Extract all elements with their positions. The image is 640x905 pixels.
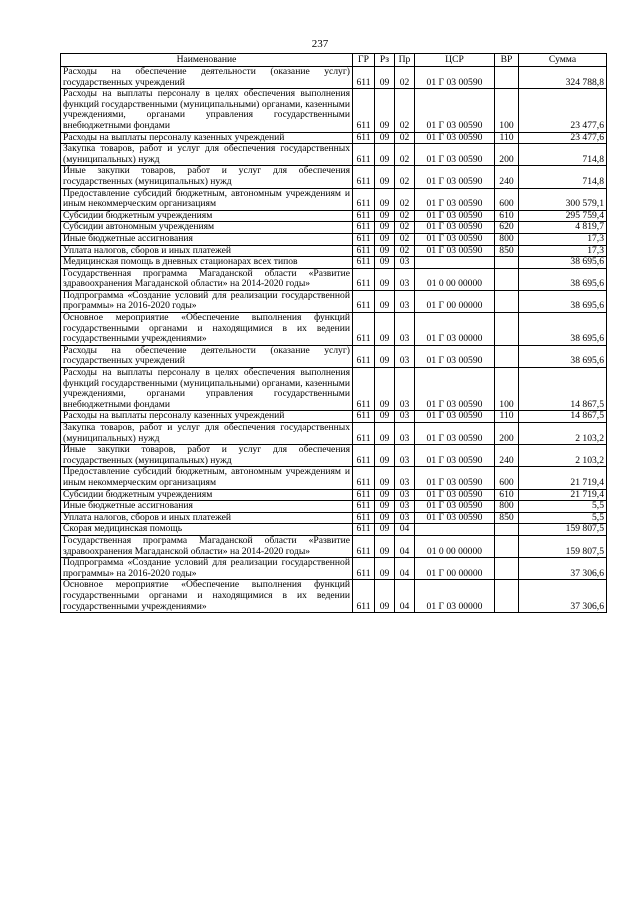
table-row xyxy=(61,222,607,234)
cell-name: Расходы на выплаты персоналу казенных учреждений xyxy=(61,132,353,144)
table-row xyxy=(61,467,607,489)
cell-rz: 09 xyxy=(375,290,395,312)
budget-table xyxy=(60,53,607,613)
cell-csr: 01 Г 03 00590 xyxy=(415,445,495,467)
cell-sum: 5,5 xyxy=(519,501,607,513)
cell-csr: 01 Г 03 00590 xyxy=(415,411,495,423)
cell-sum: 159 807,5 xyxy=(519,524,607,536)
cell-vr: 800 xyxy=(495,501,519,513)
cell-sum: 159 807,5 xyxy=(519,535,607,557)
cell-gr: 611 xyxy=(353,558,375,580)
cell-csr: 01 Г 03 00590 xyxy=(415,89,495,132)
cell-sum: 300 579,1 xyxy=(519,188,607,210)
table-row xyxy=(61,144,607,166)
cell-gr: 611 xyxy=(353,257,375,269)
cell-rz: 09 xyxy=(375,188,395,210)
cell-sum: 2 103,2 xyxy=(519,445,607,467)
cell-sum: 4 819,7 xyxy=(519,222,607,234)
table-row xyxy=(61,580,607,613)
cell-rz: 09 xyxy=(375,411,395,423)
cell-rz: 09 xyxy=(375,512,395,524)
cell-gr: 611 xyxy=(353,467,375,489)
header-csr: ЦСР xyxy=(415,54,495,67)
cell-gr: 611 xyxy=(353,345,375,367)
cell-rz: 09 xyxy=(375,368,395,411)
cell-vr xyxy=(495,524,519,536)
header-pr: Пр xyxy=(395,54,415,67)
cell-name: Иные бюджетные ассигнования xyxy=(61,233,353,245)
cell-csr: 01 Г 03 00590 xyxy=(415,489,495,501)
cell-csr: 01 Г 03 00590 xyxy=(415,423,495,445)
cell-vr: 100 xyxy=(495,89,519,132)
cell-pr: 03 xyxy=(395,489,415,501)
cell-sum: 37 306,6 xyxy=(519,558,607,580)
cell-rz: 09 xyxy=(375,210,395,222)
table-row xyxy=(61,132,607,144)
table-row xyxy=(61,188,607,210)
cell-csr xyxy=(415,524,495,536)
cell-vr xyxy=(495,345,519,367)
cell-name: Основное мероприятие «Обеспечение выполнения функций государственными органами и находящимися в их ведении государственными учреждениями» xyxy=(61,313,353,346)
cell-rz: 09 xyxy=(375,89,395,132)
cell-rz: 09 xyxy=(375,67,395,89)
cell-gr: 611 xyxy=(353,501,375,513)
cell-rz: 09 xyxy=(375,222,395,234)
cell-gr: 611 xyxy=(353,524,375,536)
cell-csr: 01 Г 03 00590 xyxy=(415,368,495,411)
cell-rz: 09 xyxy=(375,166,395,188)
cell-gr: 611 xyxy=(353,144,375,166)
table-row xyxy=(61,558,607,580)
cell-pr: 02 xyxy=(395,210,415,222)
table-row xyxy=(61,257,607,269)
table-row xyxy=(61,501,607,513)
cell-pr: 04 xyxy=(395,524,415,536)
cell-vr: 620 xyxy=(495,222,519,234)
cell-name: Расходы на выплаты персоналу в целях обеспечения выполнения функций государственными (муниципальными) органами, казенными учреждениями, органами управления государственными внебюджетными фондами xyxy=(61,89,353,132)
table-row xyxy=(61,290,607,312)
cell-gr: 611 xyxy=(353,580,375,613)
cell-csr: 01 Г 03 00000 xyxy=(415,580,495,613)
cell-vr: 110 xyxy=(495,411,519,423)
cell-name: Основное мероприятие «Обеспечение выполнения функций государственными органами и находящимися в их ведении государственными учреждениями» xyxy=(61,580,353,613)
cell-vr xyxy=(495,535,519,557)
cell-vr: 600 xyxy=(495,188,519,210)
cell-gr: 611 xyxy=(353,210,375,222)
cell-name: Расходы на обеспечение деятельности (оказание услуг) государственных учреждений xyxy=(61,345,353,367)
table-body xyxy=(61,67,607,613)
cell-pr: 03 xyxy=(395,268,415,290)
cell-sum: 38 695,6 xyxy=(519,257,607,269)
cell-sum: 37 306,6 xyxy=(519,580,607,613)
cell-vr: 850 xyxy=(495,512,519,524)
cell-csr: 01 0 00 00000 xyxy=(415,535,495,557)
cell-vr: 200 xyxy=(495,423,519,445)
cell-pr: 03 xyxy=(395,512,415,524)
cell-name: Уплата налогов, сборов и иных платежей xyxy=(61,512,353,524)
cell-pr: 03 xyxy=(395,313,415,346)
cell-gr: 611 xyxy=(353,132,375,144)
cell-gr: 611 xyxy=(353,489,375,501)
cell-rz: 09 xyxy=(375,345,395,367)
cell-sum: 21 719,4 xyxy=(519,489,607,501)
cell-name: Субсидии автономным учреждениям xyxy=(61,222,353,234)
cell-vr: 240 xyxy=(495,166,519,188)
cell-vr xyxy=(495,268,519,290)
table-row xyxy=(61,368,607,411)
table-row xyxy=(61,210,607,222)
table-row xyxy=(61,245,607,257)
cell-sum: 324 788,8 xyxy=(519,67,607,89)
cell-pr: 02 xyxy=(395,222,415,234)
cell-name: Иные закупки товаров, работ и услуг для обеспечения государственных (муниципальных) нужд xyxy=(61,166,353,188)
cell-sum: 21 719,4 xyxy=(519,467,607,489)
cell-rz: 09 xyxy=(375,268,395,290)
cell-sum: 14 867,5 xyxy=(519,368,607,411)
cell-gr: 611 xyxy=(353,313,375,346)
cell-vr: 610 xyxy=(495,489,519,501)
table-row xyxy=(61,445,607,467)
cell-gr: 611 xyxy=(353,290,375,312)
table-row xyxy=(61,489,607,501)
cell-gr: 611 xyxy=(353,445,375,467)
cell-pr: 03 xyxy=(395,501,415,513)
cell-gr: 611 xyxy=(353,268,375,290)
cell-name: Подпрограмма «Создание условий для реализации государственной программы» на 2016-2020 годы» xyxy=(61,290,353,312)
cell-name: Уплата налогов, сборов и иных платежей xyxy=(61,245,353,257)
cell-sum: 17,3 xyxy=(519,233,607,245)
cell-sum: 5,5 xyxy=(519,512,607,524)
cell-vr: 850 xyxy=(495,245,519,257)
cell-gr: 611 xyxy=(353,188,375,210)
cell-csr: 01 Г 03 00590 xyxy=(415,512,495,524)
cell-pr: 03 xyxy=(395,411,415,423)
cell-sum: 714,8 xyxy=(519,144,607,166)
cell-csr: 01 0 00 00000 xyxy=(415,268,495,290)
cell-rz: 09 xyxy=(375,245,395,257)
cell-vr: 100 xyxy=(495,368,519,411)
cell-csr: 01 Г 03 00590 xyxy=(415,166,495,188)
cell-sum: 714,8 xyxy=(519,166,607,188)
cell-sum: 2 103,2 xyxy=(519,423,607,445)
cell-sum: 14 867,5 xyxy=(519,411,607,423)
table-row xyxy=(61,512,607,524)
table-row xyxy=(61,535,607,557)
cell-csr: 01 Г 03 00590 xyxy=(415,345,495,367)
cell-pr: 02 xyxy=(395,188,415,210)
cell-rz: 09 xyxy=(375,423,395,445)
cell-gr: 611 xyxy=(353,512,375,524)
cell-name: Иные бюджетные ассигнования xyxy=(61,501,353,513)
cell-rz: 09 xyxy=(375,558,395,580)
cell-csr xyxy=(415,257,495,269)
cell-vr: 200 xyxy=(495,144,519,166)
cell-vr: 600 xyxy=(495,467,519,489)
cell-name: Иные закупки товаров, работ и услуг для обеспечения государственных (муниципальных) нужд xyxy=(61,445,353,467)
cell-csr: 01 Г 00 00000 xyxy=(415,558,495,580)
table-row xyxy=(61,423,607,445)
cell-pr: 04 xyxy=(395,535,415,557)
cell-rz: 09 xyxy=(375,144,395,166)
cell-sum: 23 477,6 xyxy=(519,89,607,132)
cell-name: Субсидии бюджетным учреждениям xyxy=(61,210,353,222)
cell-csr: 01 Г 03 00590 xyxy=(415,467,495,489)
cell-sum: 295 759,4 xyxy=(519,210,607,222)
cell-name: Расходы на обеспечение деятельности (оказание услуг) государственных учреждений xyxy=(61,67,353,89)
cell-name: Расходы на выплаты персоналу казенных учреждений xyxy=(61,411,353,423)
cell-csr: 01 Г 03 00590 xyxy=(415,188,495,210)
cell-pr: 03 xyxy=(395,345,415,367)
cell-name: Предоставление субсидий бюджетным, автономным учреждениям и иным некоммерческим организациям xyxy=(61,467,353,489)
cell-gr: 611 xyxy=(353,166,375,188)
cell-rz: 09 xyxy=(375,445,395,467)
cell-name: Государственная программа Магаданской области «Развитие здравоохранения Магаданской области» на 2014-2020 годы» xyxy=(61,268,353,290)
cell-name: Субсидии бюджетным учреждениям xyxy=(61,489,353,501)
table-row xyxy=(61,411,607,423)
cell-gr: 611 xyxy=(353,222,375,234)
cell-sum: 38 695,6 xyxy=(519,313,607,346)
cell-csr: 01 Г 00 00000 xyxy=(415,290,495,312)
cell-vr: 240 xyxy=(495,445,519,467)
cell-csr: 01 Г 03 00590 xyxy=(415,132,495,144)
cell-pr: 02 xyxy=(395,132,415,144)
table-row xyxy=(61,268,607,290)
cell-rz: 09 xyxy=(375,467,395,489)
cell-csr: 01 Г 03 00590 xyxy=(415,144,495,166)
cell-name: Подпрограмма «Создание условий для реализации государственной программы» на 2016-2020 годы» xyxy=(61,558,353,580)
cell-name: Предоставление субсидий бюджетным, автономным учреждениям и иным некоммерческим организациям xyxy=(61,188,353,210)
cell-rz: 09 xyxy=(375,257,395,269)
cell-vr xyxy=(495,580,519,613)
cell-rz: 09 xyxy=(375,313,395,346)
cell-vr xyxy=(495,257,519,269)
cell-vr xyxy=(495,67,519,89)
cell-name: Государственная программа Магаданской области «Развитие здравоохранения Магаданской области» на 2014-2020 годы» xyxy=(61,535,353,557)
cell-pr: 03 xyxy=(395,290,415,312)
cell-pr: 03 xyxy=(395,423,415,445)
cell-pr: 02 xyxy=(395,233,415,245)
header-vr: ВР xyxy=(495,54,519,67)
cell-csr: 01 Г 03 00590 xyxy=(415,210,495,222)
cell-name: Расходы на выплаты персоналу в целях обеспечения выполнения функций государственными (муниципальными) органами, казенными учреждениями, органами управления государственными внебюджетными фондами xyxy=(61,368,353,411)
cell-csr: 01 Г 03 00590 xyxy=(415,67,495,89)
cell-sum: 38 695,6 xyxy=(519,290,607,312)
cell-sum: 23 477,6 xyxy=(519,132,607,144)
cell-sum: 38 695,6 xyxy=(519,345,607,367)
cell-rz: 09 xyxy=(375,501,395,513)
cell-name: Закупка товаров, работ и услуг для обеспечения государственных (муниципальных) нужд xyxy=(61,144,353,166)
cell-pr: 03 xyxy=(395,445,415,467)
cell-rz: 09 xyxy=(375,132,395,144)
cell-csr: 01 Г 03 00590 xyxy=(415,245,495,257)
table-row xyxy=(61,89,607,132)
header-rz: Рз xyxy=(375,54,395,67)
cell-rz: 09 xyxy=(375,489,395,501)
cell-name: Медицинская помощь в дневных стационарах всех типов xyxy=(61,257,353,269)
cell-csr: 01 Г 03 00590 xyxy=(415,501,495,513)
cell-sum: 38 695,6 xyxy=(519,268,607,290)
cell-gr: 611 xyxy=(353,89,375,132)
cell-csr: 01 Г 03 00590 xyxy=(415,222,495,234)
cell-pr: 04 xyxy=(395,558,415,580)
cell-vr xyxy=(495,290,519,312)
cell-pr: 02 xyxy=(395,144,415,166)
cell-gr: 611 xyxy=(353,423,375,445)
cell-vr: 110 xyxy=(495,132,519,144)
header-sum: Сумма xyxy=(519,54,607,67)
header-row xyxy=(61,54,607,67)
cell-pr: 03 xyxy=(395,257,415,269)
cell-csr: 01 Г 03 00590 xyxy=(415,233,495,245)
cell-rz: 09 xyxy=(375,233,395,245)
cell-vr xyxy=(495,313,519,346)
cell-pr: 02 xyxy=(395,89,415,132)
cell-csr: 01 Г 03 00000 xyxy=(415,313,495,346)
cell-pr: 02 xyxy=(395,245,415,257)
cell-pr: 03 xyxy=(395,368,415,411)
cell-vr: 610 xyxy=(495,210,519,222)
cell-pr: 02 xyxy=(395,166,415,188)
cell-gr: 611 xyxy=(353,535,375,557)
cell-rz: 09 xyxy=(375,535,395,557)
header-gr: ГР xyxy=(353,54,375,67)
table-row xyxy=(61,166,607,188)
header-name: Наименование xyxy=(61,54,353,67)
cell-gr: 611 xyxy=(353,411,375,423)
cell-pr: 04 xyxy=(395,580,415,613)
cell-vr xyxy=(495,558,519,580)
cell-gr: 611 xyxy=(353,368,375,411)
table-row xyxy=(61,524,607,536)
cell-sum: 17,3 xyxy=(519,245,607,257)
cell-vr: 800 xyxy=(495,233,519,245)
cell-name: Закупка товаров, работ и услуг для обеспечения государственных (муниципальных) нужд xyxy=(61,423,353,445)
cell-rz: 09 xyxy=(375,524,395,536)
cell-rz: 09 xyxy=(375,580,395,613)
cell-pr: 03 xyxy=(395,467,415,489)
table-row xyxy=(61,233,607,245)
cell-pr: 02 xyxy=(395,67,415,89)
cell-name: Скорая медицинская помощь xyxy=(61,524,353,536)
table-row xyxy=(61,313,607,346)
page-number: 237 xyxy=(311,38,329,50)
cell-gr: 611 xyxy=(353,245,375,257)
cell-gr: 611 xyxy=(353,67,375,89)
table-row xyxy=(61,345,607,367)
table-row xyxy=(61,67,607,89)
cell-gr: 611 xyxy=(353,233,375,245)
